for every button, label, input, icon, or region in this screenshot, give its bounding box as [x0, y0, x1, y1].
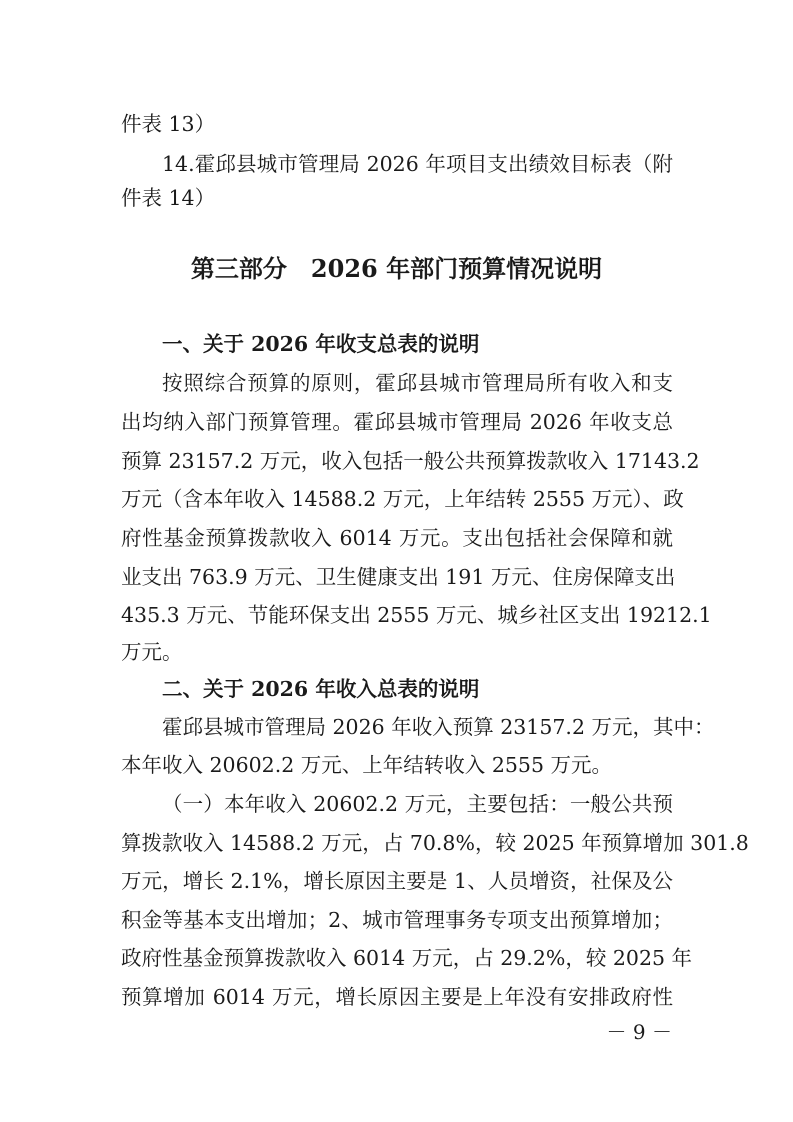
paragraph-line: 435.3 万元、节能环保支出 2555 万元、城乡社区支出 19212.1 — [121, 603, 712, 627]
paragraph-line: 万元（含本年收入 14588.2 万元，上年结转 2555 万元）、政 — [121, 487, 684, 511]
list-item-14-continuation: 件表 14） — [121, 186, 216, 210]
paragraph-line: 万元。 — [121, 640, 183, 664]
list-item-14: 14.霍邱县城市管理局 2026 年项目支出绩效目标表（附 — [162, 152, 673, 176]
section-1-heading: 一、关于 2026 年收支总表的说明 — [162, 332, 480, 356]
paragraph-line: 业支出 763.9 万元、卫生健康支出 191 万元、住房保障支出 — [121, 565, 676, 589]
paragraph-line: 政府性基金预算拨款收入 6014 万元，占 29.2%，较 2025 年 — [121, 946, 693, 970]
paragraph-line: 万元，增长 2.1%，增长原因主要是 1、人员增资，社保及公 — [121, 869, 673, 893]
paragraph-line: 预算 23157.2 万元，收入包括一般公共预算拨款收入 17143.2 — [121, 449, 700, 473]
section-2-heading: 二、关于 2026 年收入总表的说明 — [162, 677, 480, 701]
paragraph-line: 算拨款收入 14588.2 万元，占 70.8%，较 2025 年预算增加 301.8 — [121, 831, 749, 855]
paragraph-line: 出均纳入部门预算管理。霍邱县城市管理局 2026 年收支总 — [121, 410, 673, 434]
part-title: 第三部分 2026 年部门预算情况说明 — [190, 254, 603, 283]
paragraph-line: （一）本年收入 20602.2 万元，主要包括：一般公共预 — [162, 792, 673, 816]
page-number: － 9 － — [606, 1020, 672, 1044]
paragraph-line: 府性基金预算拨款收入 6014 万元。支出包括社会保障和就 — [121, 526, 673, 550]
paragraph-line: 霍邱县城市管理局 2026 年收入预算 23157.2 万元，其中： — [162, 715, 715, 739]
continuation-line: 件表 13） — [121, 112, 216, 136]
paragraph-line: 按照综合预算的原则，霍邱县城市管理局所有收入和支 — [162, 371, 673, 395]
paragraph-line: 本年收入 20602.2 万元、上年结转收入 2555 万元。 — [121, 753, 613, 777]
paragraph-line: 预算增加 6014 万元，增长原因主要是上年没有安排政府性 — [121, 985, 673, 1009]
paragraph-line: 积金等基本支出增加；2、城市管理事务专项支出预算增加； — [121, 908, 673, 932]
